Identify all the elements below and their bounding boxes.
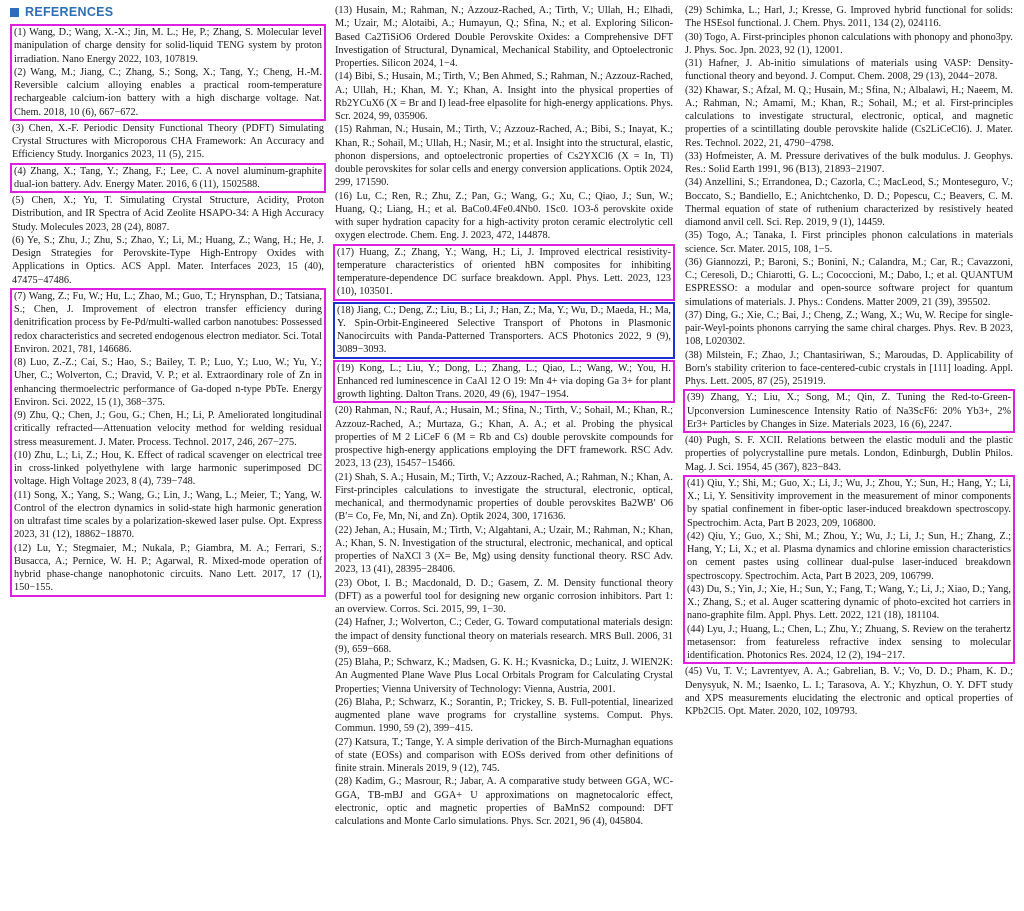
reference-entry: (22) Jehan, A.; Husain, M.; Tirth, V.; Algahtani, A.; Uzair, M.; Rahman, N.; Khan, A.; Khan, S. N. Investigation of the structural, electronic, mechanical, and optical properties of NaXCl 3 (X= Be, Mg) using density functional theory. RSC Adv. 2023, 13 (41), 28395−28406. xyxy=(335,524,673,576)
reference-entry: (26) Blaha, P.; Schwarz, K.; Sorantin, P.; Trickey, S. B. Full-potential, linearized augmented plane wave programs for crystalline systems. Comput. Phys. Commun. 1990, 59 (2), 399−415. xyxy=(335,696,673,735)
reference-entry: (17) Huang, Z.; Zhang, Y.; Wang, H.; Li, J. Improved electrical resistivity-temperature characteristics of oriented hBN composites for inhibiting temperature-dependence DC surface breakdown. Appl. Phys. Lett. 2023, 123 (10), 103501. xyxy=(337,246,671,298)
reference-group xyxy=(683,665,1015,718)
highlight-box-magenta xyxy=(10,24,326,121)
reference-column-1 xyxy=(10,23,326,598)
reference-entry: (14) Bibi, S.; Husain, M.; Tirth, V.; Ben Ahmed, S.; Rahman, N.; Azzouz-Rached, A.; Ullah, H.; Khan, M. Y.; Khan, A. Insight into the physical properties of Rb2YCuX6 (X = Br and I) lead-free elpasolite for high-energy applications. Phys. Scr. 2024, 99, 035906. xyxy=(335,71,673,122)
reference-entry: (11) Song, X.; Yang, S.; Wang, G.; Lin, J.; Wang, L.; Meier, T.; Yang, W. Control of the electron dynamics in solid-state high harmonic generation on ultrafast time scales by a polarization-skewed laser pulse. Opt. Express 2023, 31 (12), 18862−18870. xyxy=(14,489,322,541)
reference-entry: (16) Lu, C.; Ren, R.; Zhu, Z.; Pan, G.; Wang, G.; Xu, C.; Qiao, J.; Sun, W.; Huang, Q.; Liang, H.; et al. BaCo0.4Fe0.4Nb0. 1Sc0. 1O3-δ perovskite oxide with super hydration capacity for a high-activity proton ceramic electrolytic cell oxygen electrode. Chem. Eng. J. 2023, 472, 144878. xyxy=(335,190,673,242)
highlight-box-magenta xyxy=(10,288,326,597)
reference-entry: (44) Lyu, J.; Huang, L.; Chen, L.; Zhu, Y.; Zhuang, S. Review on the terahertz metasensor: from featureless refractive index sensing to molecular identification. Photonics Res. 2024, 12 (2), 194−217. xyxy=(687,623,1011,661)
reference-group xyxy=(333,404,675,828)
reference-entry: (19) Kong, L.; Liu, Y.; Dong, L.; Zhang, L.; Qiao, L.; Wang, W.; You, H. Enhanced red luminescence in CaAl 12 O 19: Mn 4+ via doping Ga 3+ for plant growth lighting. Dalton Trans. 2020, 49 (6), 1947−1954. xyxy=(337,362,671,400)
highlight-box-magenta xyxy=(683,475,1015,665)
reference-entry: (20) Rahman, N.; Rauf, A.; Husain, M.; Sfina, N.; Tirth, V.; Sohail, M.; Khan, R.; Azzouz-Rached, A.; Murtaza, G.; Khan, A. A.; et al. Probing the physical properties of M 2 LiCeF 6 (M = Rb and Cs) double perovskite compounds for prospective high-energy applications employing the DFT framework. RSC Adv. 2023, 13 (23), 15457−15466. xyxy=(335,405,673,470)
reference-entry: (45) Vu, T. V.; Lavrentyev, A. A.; Gabrelian, B. V.; Vo, D. D.; Pham, K. D.; Denysyuk, N. M.; Isaenko, L. I.; Tarasova, A. Y.; Khyzhun, O. Y. DFT study and XPS measurements elucidating the electronic and optical properties of KPb2Cl5. Opt. Mater. 2020, 102, 109793. xyxy=(685,666,1013,717)
reference-entry: (12) Lu, Y.; Stegmaier, M.; Nukala, P.; Giambra, M. A.; Ferrari, S.; Busacca, A.; Pernice, W. H. P.; Agarwal, R. Mixed-mode operation of hybrid phase-change nanophotonic circuits. Nano Lett. 2017, 17 (1), 150−155. xyxy=(14,542,322,594)
reference-entry: (31) Hafner, J. Ab-initio simulations of materials using VASP: Density-functional theory and beyond. J. Comput. Chem. 2008, 29 (13), 2044−2078. xyxy=(685,58,1013,83)
reference-entry: (33) Hofmeister, A. M. Pressure derivatives of the bulk modulus. J. Geophys. Res.: Solid Earth 1991, 96 (B13), 21893−21907. xyxy=(685,150,1013,175)
reference-column-3 xyxy=(683,4,1015,718)
reference-entry: (1) Wang, D.; Wang, X.-X.; Jin, M. L.; He, P.; Zhang, S. Molecular level manipulation of charge density for solid-liquid TENG system by proton irradiation. Nano Energy 2022, 103, 107819. xyxy=(14,27,322,65)
reference-group xyxy=(333,4,675,243)
highlight-box-magenta xyxy=(333,360,675,404)
reference-entry: (25) Blaha, P.; Schwarz, K.; Madsen, G. K. H.; Kvasnicka, D.; Luitz, J. WIEN2K: An Augmented Plane Wave Plus Local Orbitals Program for Calculating Crystal Properties; Vienna University of Technology: Vienna, Austria, 2001. xyxy=(335,657,673,695)
highlight-box-magenta xyxy=(333,244,675,301)
reference-entry: (7) Wang, Z.; Fu, W.; Hu, L.; Zhao, M.; Guo, T.; Hrynsphan, D.; Tatsiana, S.; Chen, J. Improvement of electron transfer efficiency during denitrification process by Fe-Pd/multi-walled carbon nanotubes: Possessed redox characteristics and secreted endogenous electron mediator. Sci. Total Environ. 2021, 781, 146686. xyxy=(14,290,322,355)
reference-entry: (21) Shah, S. A.; Husain, M.; Tirth, V.; Azzouz-Rached, A.; Rahman, N.; Khan, A. First-principles calculations to investigate the structural, electronic, optical, mechanical, and thermodynamic properties of double perovskites Ba2WB′ O6 (B′= Co, Fe, Mn, Ni, and Zn). Optik 2024, 300, 171636. xyxy=(335,471,673,523)
highlight-box-magenta xyxy=(10,163,326,194)
reference-entry: (10) Zhu, L.; Li, Z.; Hou, K. Effect of radical scavenger on electrical tree in cross-linked polyethylene with large harmonic superimposed DC voltage. High Voltage 2023, 8 (4), 739−748. xyxy=(14,449,322,488)
reference-entry: (9) Zhu, Q.; Chen, J.; Gou, G.; Chen, H.; Li, P. Ameliorated longitudinal critically refracted—Attenuation velocity method for welding residual stress measurement. J. Mater. Process. Technol. 2017, 246, 267−275. xyxy=(14,410,322,448)
reference-entry: (43) Du, S.; Yin, J.; Xie, H.; Sun, Y.; Fang, T.; Wang, Y.; Li, J.; Xiao, D.; Yang, X.; Zhang, S.; et al. Auger scattering dynamic of photo-excited hot carriers in nano-graphite film. Appl. Phys. Lett. 2022, 121 (18), 181104. xyxy=(687,583,1011,622)
reference-entry: (39) Zhang, Y.; Liu, X.; Song, M.; Qin, Z. Tuning the Red-to-Green-Upconversion Luminescence Intensity Ratio of Na3ScF6: 20% Yb3+, 2% Er3+ Particles by Changes in Size. Materials 2023, 16 (6), 2247. xyxy=(687,392,1011,430)
reference-entry: (3) Chen, X.-F. Periodic Density Functional Theory (PDFT) Simulating Crystal Structures with Microporous CHA Framework: An Accuracy and Efficiency Study. Inorganics 2023, 11 (5), 215. xyxy=(12,122,324,161)
reference-entry: (2) Wang, M.; Jiang, C.; Zhang, S.; Song, X.; Tang, Y.; Cheng, H.-M. Reversible calcium alloying enables a practical room-temperature rechargeable calcium-ion battery with a high discharge voltage. Nat. Chem. 2018, 10 (6), 667−672. xyxy=(14,66,322,118)
reference-entry: (41) Qiu, Y.; Shi, M.; Guo, X.; Li, J.; Wu, J.; Zhou, Y.; Sun, H.; Hang, Y.; Li, X.; Li, Y. Sensitivity improvement in the measurement of minor components by spatial confinement in fiber-optic laser-induced breakdown spectroscopy. Spectrochim. Acta, Part B 2023, 209, 106800. xyxy=(687,477,1011,529)
reference-entry: (18) Jiang, C.; Deng, Z.; Liu, B.; Li, J.; Han, Z.; Ma, Y.; Wu, D.; Maeda, H.; Ma, Y. Spin-Orbit-Engineered Selective Transport of Photons in Plasmonic Nanocircuits with Panda-Patterned Transporters. ACS Photonics 2022, 9 (9), 3089−3093. xyxy=(337,304,671,356)
reference-entry: (36) Giannozzi, P.; Baroni, S.; Bonini, N.; Calandra, M.; Car, R.; Cavazzoni, C.; Ceresoli, D.; Chiarotti, G. L.; Cococcioni, M.; Dabo, I.; et al. QUANTUM ESPRESSO: a modular and open-source software project for quantum simulations of materials. J. Phys.: Condens. Matter 2009, 21 (39), 395502. xyxy=(685,256,1013,308)
reference-entry: (29) Schimka, L.; Harl, J.; Kresse, G. Improved hybrid functional for solids: The HSEsol functional. J. Chem. Phys. 2011, 134 (2), 024116. xyxy=(685,5,1013,30)
reference-column-2 xyxy=(333,4,675,828)
reference-group xyxy=(10,122,326,162)
reference-entry: (40) Pugh, S. F. XCII. Relations between the elastic moduli and the plastic properties of polycrystalline pure metals. London, Edinburgh, Dublin Philos. Mag. J. Sci. 1954, 45 (367), 823−843. xyxy=(685,435,1013,473)
highlight-box-blue xyxy=(333,302,675,359)
reference-entry: (35) Togo, A.; Tanaka, I. First principles phonon calculations in materials science. Scr. Mater. 2015, 108, 1−5. xyxy=(685,230,1013,255)
reference-entry: (34) Anzellini, S.; Errandonea, D.; Cazorla, C.; MacLeod, S.; Monteseguro, V.; Boccato, S.; Bandiello, E.; Anichtchenko, D. D.; Popescu, C.; Beavers, C. M. Thermal equation of state of ruthenium characterized by resistively heated diamond anvil cell. Sci. Rep. 2019, 9 (1), 14459. xyxy=(685,177,1013,228)
section-title: REFERENCES xyxy=(25,5,114,19)
reference-entry: (4) Zhang, X.; Tang, Y.; Zhang, F.; Lee, C. A novel aluminum-graphite dual-ion battery. Adv. Energy Mater. 2016, 6 (11), 1502588. xyxy=(14,165,322,190)
reference-entry: (6) Ye, S.; Zhu, J.; Zhu, S.; Zhao, Y.; Li, M.; Huang, Z.; Wang, H.; He, J. Design Strategies for Perovskite-Type High-Entropy Oxides with Applications in Optics. ACS Appl. Mater. Interfaces 2023, 15 (40), 47475−47486. xyxy=(12,234,324,286)
reference-entry: (24) Hafner, J.; Wolverton, C.; Ceder, G. Toward computational materials design: the impact of density functional theory on materials research. MRS Bull. 2006, 31 (9), 659−668. xyxy=(335,617,673,655)
reference-entry: (37) Ding, G.; Xie, C.; Bai, J.; Cheng, Z.; Wang, X.; Wu, W. Recipe for single-pair-Weyl-points phonons carrying the same chiral charges. Phys. Rev. B 2023, 108, L020302. xyxy=(685,309,1013,348)
reference-entry: (32) Khawar, S.; Afzal, M. Q.; Husain, M.; Sfina, N.; Albalawi, H.; Naeem, M. A.; Rahman, N.; Amami, M.; Khan, R.; Sohail, M.; et al. First-principles calculations to investigate structural, electronic, optical, and magnetic properties of a scintillating double perovskite halide (Cs2LiCeCl6). J. Mater. Res. Technol. 2022, 21, 4790−4798. xyxy=(685,84,1013,149)
reference-entry: (15) Rahman, N.; Husain, M.; Tirth, V.; Azzouz-Rached, A.; Bibi, S.; Inayat, K.; Khan, R.; Sohail, M.; Ullah, H.; Nasir, M.; et al. Insight into the structural, elastic, phonon dispersions, and optoelectronic properties of Cs2YXCl6 (X = In, Tl) double perovskites for solar cells and energy conversion applications. Optik 2024, 299, 171590. xyxy=(335,124,673,189)
reference-group xyxy=(10,194,326,287)
reference-entry: (30) Togo, A. First-principles phonon calculations with phonopy and phono3py. J. Phys. Soc. Jpn. 2023, 92 (1), 12001. xyxy=(685,31,1013,56)
reference-entry: (13) Husain, M.; Rahman, N.; Azzouz-Rached, A.; Tirth, V.; Ullah, H.; Elhadi, M.; Uzair, M.; Alotaibi, A.; Humayun, Q.; Sfina, N.; et al. Exploring Silicon-Based Ca2TiSiO6 Ordered Double Perovskite Oxides: a Comprehensive DFT Investigation of Structural, Dynamical, Mechanical Stability, and Optoelectronic Properties. Silicon 2024, 1−4. xyxy=(335,5,673,69)
highlight-box-magenta xyxy=(683,389,1015,433)
reference-entry: (8) Luo, Z.-Z.; Cai, S.; Hao, S.; Bailey, T. P.; Luo, Y.; Luo, W.; Yu, Y.; Uher, C.; Wolverton, C.; Dravid, V. P.; et al. Extraordinary role of Zn in enhancing thermoelectric performance of Ga-doped n-type PbTe. Energy Environ. Sci. 2022, 15 (1), 368−375. xyxy=(14,357,322,408)
reference-entry: (23) Obot, I. B.; Macdonald, D. D.; Gasem, Z. M. Density functional theory (DFT) as a powerful tool for designing new organic corrosion inhibitors. Part 1: an overview. Corros. Sci. 2015, 99, 1−30. xyxy=(335,577,673,615)
reference-entry: (28) Kadim, G.; Masrour, R.; Jabar, A. A comparative study between GGA, WC-GGA, TB-mBJ and GGA+ U approximations on magnetocaloric effect, electronic, optic and magnetic properties of BaMnS2 compound: DFT calculations and Monte Carlo simulations. Phys. Scr. 2021, 96 (4), 045804. xyxy=(335,776,673,827)
reference-entry: (5) Chen, X.; Yu, T. Simulating Crystal Structure, Acidity, Proton Distribution, and IR Spectra of Acid Zeolite HSAPO-34: A High Accuracy Study. Molecules 2023, 28 (24), 8087. xyxy=(12,195,324,233)
reference-group xyxy=(683,434,1015,474)
references-header xyxy=(10,3,113,21)
reference-entry: (42) Qiu, Y.; Guo, X.; Shi, M.; Zhou, Y.; Wu, J.; Li, J.; Sun, H.; Zhang, Z.; Hang, Y.; Li, X.; et al. Plasma dynamics and chlorine emission characteristics on cement pastes using collinear dual-pulse laser-induced breakdown spectroscopy. Spectrochim. Acta, Part B 2023, 209, 106799. xyxy=(687,530,1011,582)
reference-entry: (27) Katsura, T.; Tange, Y. A simple derivation of the Birch-Murnaghan equations of state (EOSs) and comparison with EOSs derived from other definitions of finite strain. Minerals 2019, 9 (12), 745. xyxy=(335,736,673,774)
section-square-icon xyxy=(10,8,19,17)
reference-entry: (38) Milstein, F.; Zhao, J.; Chantasiriwan, S.; Maroudas, D. Applicability of Born's stability criterion to face-centered-cubic crystals in [111] loading. Appl. Phys. Lett. 2005, 87 (25), 251919. xyxy=(685,349,1013,387)
reference-group xyxy=(683,4,1015,388)
